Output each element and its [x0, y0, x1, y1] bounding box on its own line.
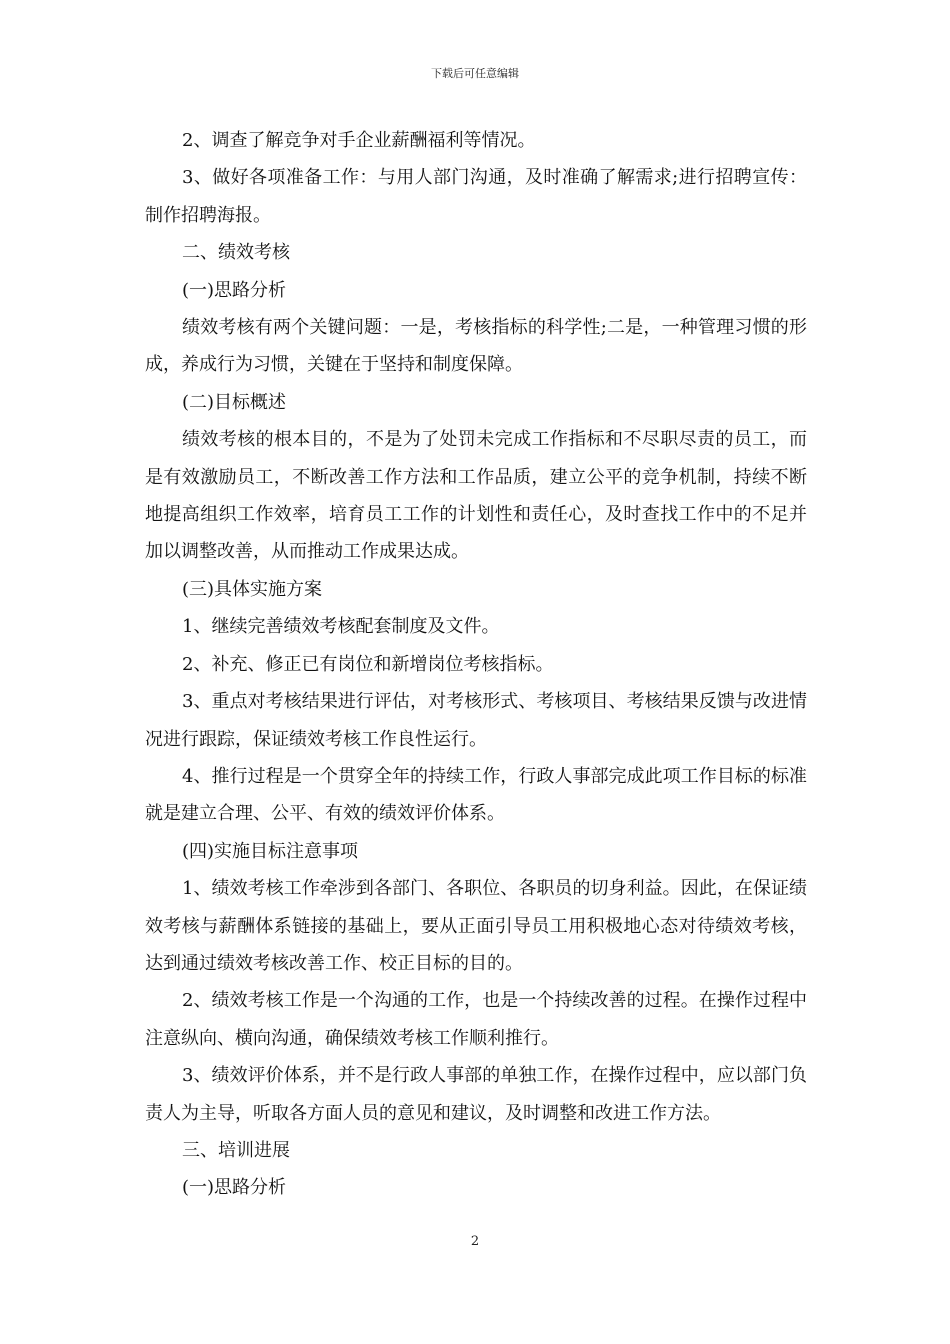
subsection-heading: (一)思路分析 [182, 279, 287, 301]
paragraph: 2、调查了解竞争对手企业薪酬福利等情况。 [182, 130, 536, 151]
paragraph: 3、重点对考核结果进行评估，对考核形式、考核项目、考核结果反馈与改进情况进行跟踪，保证绩效考核工作良性运行。 [145, 691, 807, 750]
subsection-heading: (三)具体实施方案 [182, 578, 323, 600]
paragraph: 绩效考核有两个关键问题：一是，考核指标的科学性;二是，一种管理习惯的形成，养成行为习惯，关键在于坚持和制度保障。 [145, 317, 807, 376]
paragraph: 1、继续完善绩效考核配套制度及文件。 [182, 616, 500, 638]
paragraph: 2、绩效考核工作是一个沟通的工作，也是一个持续改善的过程。在操作过程中注意纵向、横向沟通，确保绩效考核工作顺利推行。 [145, 990, 807, 1049]
paragraph: 1、绩效考核工作牵涉到各部门、各职位、各职员的切身利益。因此，在保证绩效考核与薪酬体系链接的基础上，要从正面引导员工用积极地心态对待绩效考核，达到通过绩效考核改善工作、校正目标的目的。 [145, 878, 807, 974]
page-header: 下载后可任意编辑 [431, 67, 519, 80]
paragraph: 绩效考核的根本目的，不是为了处罚未完成工作指标和不尽职尽责的员工，而是有效激励员工，不断改善工作方法和工作品质，建立公平的竞争机制，持续不断地提高组织工作效率，培育员工工作的计划性和责任心，及时查找工作中的不足并加以调整改善，从而推动工作成果达成。 [145, 429, 807, 563]
document-body [145, 122, 807, 1207]
paragraph: 2、补充、修正已有岗位和新增岗位考核指标。 [182, 653, 554, 675]
subsection-heading: (一)思路分析 [182, 1177, 287, 1199]
subsection-heading: (四)实施目标注意事项 [182, 840, 359, 862]
section-heading: 二、绩效考核 [182, 242, 290, 264]
subsection-heading: (二)目标概述 [182, 391, 287, 413]
section-heading: 三、培训进展 [182, 1139, 290, 1161]
page-number: 2 [470, 1234, 480, 1249]
paragraph: 3、做好各项准备工作：与用人部门沟通，及时准确了解需求;进行招聘宣传：制作招聘海报。 [145, 167, 807, 226]
paragraph: 3、绩效评价体系，并不是行政人事部的单独工作，在操作过程中，应以部门负责人为主导，听取各方面人员的意见和建议，及时调整和改进工作方法。 [145, 1065, 807, 1124]
paragraph: 4、推行过程是一个贯穿全年的持续工作，行政人事部完成此项工作目标的标准就是建立合理、公平、有效的绩效评价体系。 [145, 765, 807, 825]
